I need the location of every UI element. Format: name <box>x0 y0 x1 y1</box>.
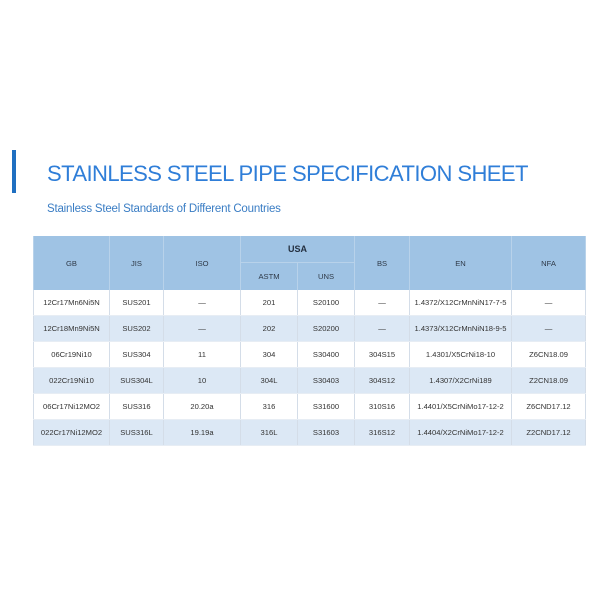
cell-astm: 316 <box>241 394 298 420</box>
cell-gb: 022Cr17Ni12MO2 <box>34 420 110 446</box>
cell-astm: 304L <box>241 368 298 394</box>
header-nfa: NFA <box>512 236 586 290</box>
cell-en: 1.4404/X2CrNiMo17-12-2 <box>410 420 512 446</box>
header-usa: USA <box>241 236 355 263</box>
page-subtitle: Stainless Steel Standards of Different Countries <box>47 203 281 215</box>
cell-en: 1.4301/X5CrNi18-10 <box>410 342 512 368</box>
cell-en: 1.4401/X5CrNiMo17-12-2 <box>410 394 512 420</box>
header-jis: JIS <box>110 236 164 290</box>
header-gb: GB <box>34 236 110 290</box>
cell-astm: 304 <box>241 342 298 368</box>
cell-nfa: — <box>512 290 586 316</box>
cell-jis: SUS316L <box>110 420 164 446</box>
cell-en: 1.4372/X12CrMnNiN17-7-5 <box>410 290 512 316</box>
cell-gb: 12Cr17Mn6Ni5N <box>34 290 110 316</box>
cell-uns: S30400 <box>298 342 355 368</box>
title-accent-bar <box>12 150 16 193</box>
header-bs: BS <box>355 236 410 290</box>
cell-iso: — <box>164 290 241 316</box>
cell-nfa: Z2CN18.09 <box>512 368 586 394</box>
cell-jis: SUS304 <box>110 342 164 368</box>
cell-jis: SUS201 <box>110 290 164 316</box>
cell-bs: — <box>355 316 410 342</box>
cell-uns: S30403 <box>298 368 355 394</box>
cell-jis: SUS202 <box>110 316 164 342</box>
table-row <box>34 290 586 316</box>
cell-en: 1.4307/X2CrNi189 <box>410 368 512 394</box>
standards-table <box>33 236 586 446</box>
cell-nfa: Z6CN18.09 <box>512 342 586 368</box>
cell-nfa: Z2CND17.12 <box>512 420 586 446</box>
cell-astm: 202 <box>241 316 298 342</box>
cell-iso: 11 <box>164 342 241 368</box>
cell-iso: 19.19a <box>164 420 241 446</box>
cell-iso: — <box>164 316 241 342</box>
cell-bs: 304S15 <box>355 342 410 368</box>
cell-nfa: — <box>512 316 586 342</box>
cell-uns: S31600 <box>298 394 355 420</box>
table-row <box>34 316 586 342</box>
cell-jis: SUS316 <box>110 394 164 420</box>
cell-bs: 310S16 <box>355 394 410 420</box>
cell-gb: 06Cr17Ni12MO2 <box>34 394 110 420</box>
cell-iso: 20.20a <box>164 394 241 420</box>
header-iso: ISO <box>164 236 241 290</box>
cell-bs: — <box>355 290 410 316</box>
cell-astm: 316L <box>241 420 298 446</box>
cell-jis: SUS304L <box>110 368 164 394</box>
cell-astm: 201 <box>241 290 298 316</box>
cell-gb: 12Cr18Mn9Ni5N <box>34 316 110 342</box>
cell-gb: 06Cr19Ni10 <box>34 342 110 368</box>
cell-bs: 316S12 <box>355 420 410 446</box>
cell-bs: 304S12 <box>355 368 410 394</box>
cell-uns: S20200 <box>298 316 355 342</box>
cell-uns: S20100 <box>298 290 355 316</box>
header-en: EN <box>410 236 512 290</box>
cell-en: 1.4373/X12CrMnNiN18-9-5 <box>410 316 512 342</box>
table-row <box>34 394 586 420</box>
cell-iso: 10 <box>164 368 241 394</box>
cell-nfa: Z6CND17.12 <box>512 394 586 420</box>
table-row <box>34 342 586 368</box>
page-title: STAINLESS STEEL PIPE SPECIFICATION SHEET <box>47 161 528 187</box>
header-uns: UNS <box>298 263 355 291</box>
cell-gb: 022Cr19Ni10 <box>34 368 110 394</box>
table-row <box>34 420 586 446</box>
table-row <box>34 368 586 394</box>
cell-uns: S31603 <box>298 420 355 446</box>
header-astm: ASTM <box>241 263 298 291</box>
